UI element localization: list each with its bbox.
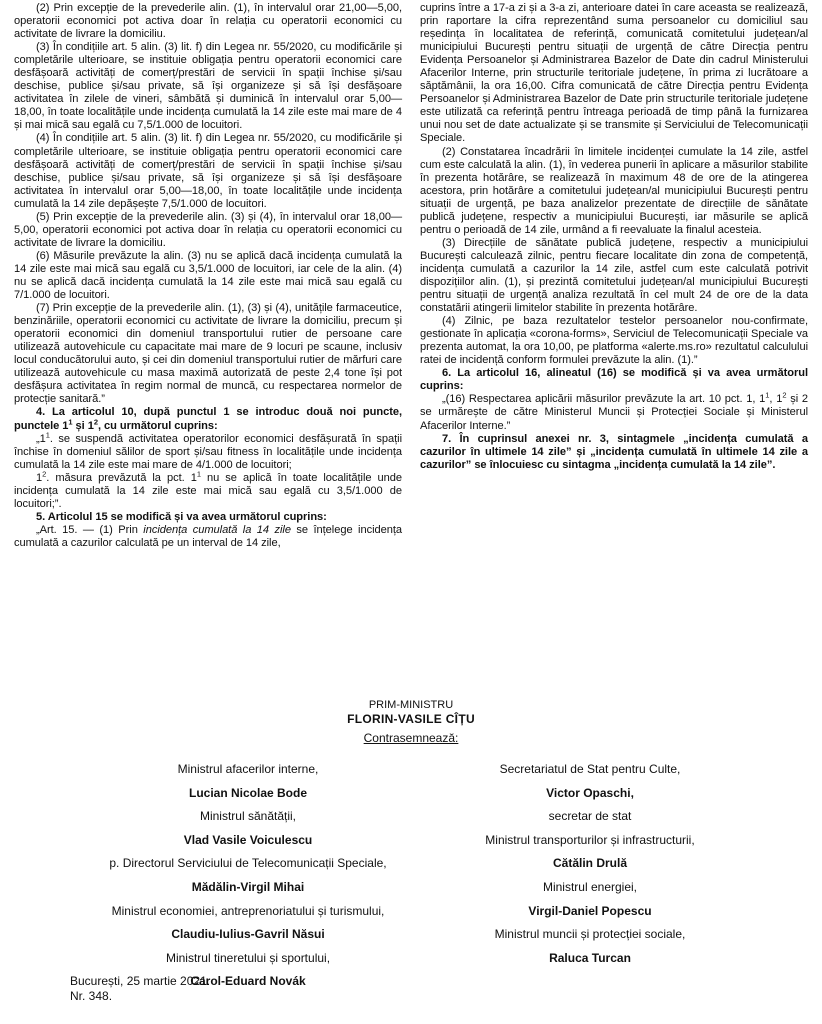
- paragraph: (2) Prin excepție de la prevederile alin. (1), în intervalul orar 21,00—5,00, operatorii economici pot activa doar în relația cu operatorii economici cu activitate de livrare la domiciliu.: [14, 2, 402, 41]
- signatory-role: p. Directorul Serviciului de Telecomunicații Speciale,: [109, 856, 387, 871]
- paragraph: (3) În condițiile art. 5 alin. (3) lit. f) din Legea nr. 55/2020, cu modificările și completările ulterioare, se instituie obligația pentru operatorii economici care desfășoară activități de comerț/prestări de servicii în spații închise și/sau deschise, publice și/sau private, să își organizeze și să își desfășoare activitatea în zilele de vineri, sâmbătă și duminică în intervalul orar 5,00—18,00, în toate localitățile unde incidența cumulată la 14 zile este mai mare de 4 și mai mică sau egală cu 7,5/1.000 de locuitori.: [14, 41, 402, 132]
- paragraph: (2) Constatarea încadrării în limitele incidenței cumulate la 14 zile, astfel cum este calculată la alin. (1), în vederea punerii în aplicare a măsurilor stabilite în prezenta hotărâre, se realizează în maximum 48 de ore de la atingerea acestora, prin hotărâre a comitetului județean/al municipiului București pentru situații de urgență, pe baza analizelor prezentate de direcțiile de sănătate publică județene, respectiv a municipiului București, iar măsurile se aplică pentru o perioadă de 14 zile, urmând a fi reevaluate la finalul acesteia.: [420, 145, 808, 236]
- point-4-item-2: $1^2$. măsura prevăzută la pct. $1^1$ nu se aplică în toate localitățile unde incidența cumulată la 14 zile este mai mică sau egală cu 3,5/1.000 de locuitori;”.: [14, 469, 402, 510]
- right-column: [420, 2, 808, 472]
- signatory-name: Carol-Eduard Novák: [190, 974, 306, 989]
- prime-minister-signature: [0, 699, 822, 746]
- signatory-name: Lucian Nicolae Bode: [188, 785, 308, 800]
- document-footer: [70, 974, 210, 1004]
- paragraph: (3) Direcțiile de sănătate publică județene, respectiv a municipiului București calculează zilnic, pentru fiecare localitate din zona de competență, incidența cumulată a cazurilor la 14 zile, astfel cum este calculată potrivit dispozițiilor alin. (1), și prezintă comitetului județean/al municipiului București pentru situații de urgență analiza rezultată în cel mult 24 de ore de la data constatării atingerii limitelor stabilite în prezenta hotărâre.: [420, 236, 808, 315]
- signatory-role: Ministrul tineretului și sportului,: [165, 950, 331, 965]
- signatory-role: Ministrul energiei,: [542, 879, 638, 894]
- signatory-name: Victor Opaschi,: [546, 785, 634, 800]
- paragraph: cuprins între a 17-a zi și a 3-a zi, anterioare datei în care aceasta se realizează, prin raportare la cifra reprezentând suma persoanelor cu domiciliul sau reședința în localitatea de referință, comunicată comitetului județean/al municipiului București pentru situații de urgență de către Direcția pentru Evidența Persoanelor și Administrarea Bazelor de Date din cadrul Ministerului Afacerilor Interne, prin structurile teritoriale județene, în prima zi lucrătoare a săptămânii, la ora 16,00. Cifra comunicată de către Direcția pentru Evidența Persoanelor și Administrarea Bazelor de Date prin structurile teritoriale județene este utilizată ca referință pentru întreaga perioadă de timp până la furnizarea unui nou set de date actualizate și se transmite și Serviciului de Telecomunicații Speciale.: [420, 2, 808, 145]
- signatory-role: secretar de stat: [548, 809, 632, 824]
- place-date: București, 25 martie 2021.: [70, 974, 211, 988]
- signatory-name: Raluca Turcan: [549, 950, 631, 965]
- signatory-role: Ministrul transporturilor și infrastructurii,: [485, 832, 695, 847]
- document-number: Nr. 348.: [70, 989, 113, 1003]
- signatory-role: Ministrul afacerilor interne,: [177, 762, 319, 776]
- prime-minister-role: PRIM-MINISTRU: [368, 699, 454, 711]
- prime-minister-name: FLORIN-VASILE CÎȚU: [347, 712, 475, 726]
- point-5-text: „Art. 15. — (1) Prin incidența cumulată la 14 zile se înțelege incidența cumulată a cazurilor calculată pe un interval de 14 zile,: [14, 523, 403, 549]
- signatory-name: Vlad Vasile Voiculescu: [183, 832, 313, 847]
- signatory-role: Secretariatul de Stat pentru Culte,: [499, 762, 681, 776]
- article-columns: [12, 2, 812, 692]
- signatory-role: Ministrul sănătății,: [199, 809, 297, 824]
- point-5-heading: 5. Articolul 15 se modifică și va avea următorul cuprins:: [36, 510, 327, 523]
- paragraph: (4) În condițiile art. 5 alin. (3) lit. f) din Legea nr. 55/2020, cu modificările și completările ulterioare, se instituie obligația pentru operatorii economici care desfășoară activități de comerț/prestări de servicii în spații închise și/sau deschise, publice și/sau private, să își organizeze și să își desfășoare activitatea în intervalul orar 5,00—18,00, în toate localitățile unde incidența cumulată la 14 zile depășește 7,5/1.000 de locuitori.: [14, 132, 402, 210]
- point-4-item-1: $„1^1$. se suspendă activitatea operatorilor economici desfășurată în spații închise în domeniul sălilor de sport și/sau fitness în localitățile unde incidența cumulată la 14 zile este mai mare de 4/1.000 de locuitori;: [14, 429, 402, 471]
- signatories-right: [400, 758, 780, 970]
- countersign-label: Contrasemnează:: [363, 731, 459, 745]
- point-6-text: „(16) Respectarea aplicării măsurilor prevăzute la art. 10 pct. 1, $1^1$, $1^2$ și 2 se urmărește de către Ministerul Muncii și Protecției Sociale și Ministerul Afacerilor Interne.”: [420, 390, 809, 432]
- paragraph: (4) Zilnic, pe baza rezultatelor testelor persoanelor nou-confirmate, gestionate în aplicația «corona-forms», Serviciul de Telecomunicații Speciale va prezenta automat, la ora 10,00, pe platforma «alerte.ms.ro» rezultatul calculului ratei de incidență conform formulei prevăzute la alin. (1).”: [420, 315, 808, 367]
- point-6-heading: 6. La articolul 16, alineatul (16) se modifică și va avea următorul cuprins:: [420, 367, 808, 393]
- signatory-name: Cătălin Drulă: [552, 856, 627, 871]
- signatory-role: Ministrul muncii și protecției sociale,: [494, 927, 686, 942]
- left-column: [14, 2, 402, 550]
- signatory-name: Mădălin-Virgil Mihai: [191, 879, 305, 894]
- signatory-role: Ministrul economiei, antreprenoriatului și turismului,: [111, 903, 385, 918]
- paragraph: (7) Prin excepție de la prevederile alin. (1), (3) și (4), unitățile farmaceutice, benzinăriile, operatorii economici cu activitate de livrare la domiciliu, precum și operatorii economici din domeniul transportului rutier de persoane care utilizează autovehicule cu capacitate mai mare de 9 locuri pe scaune, inclusiv locul conducătorului auto, și cei din domeniul transportului rutier de mărfuri care utilizează autovehicule cu masa maximă autorizată de peste 2,4 tone își pot desfășura activitatea în regim normal de muncă, cu respectarea normelor de protecție sanitară.”: [14, 302, 402, 406]
- signatory-name: Claudiu-Iulius-Gavril Năsui: [171, 927, 325, 942]
- paragraph: (5) Prin excepție de la prevederile alin. (3) și (4), în intervalul orar 18,00—5,00, operatorii economici pot activa doar în relația cu operatorii economici cu activitate de livrare la domiciliu.: [14, 210, 402, 249]
- signatory-name: Virgil-Daniel Popescu: [528, 903, 652, 918]
- paragraph: (6) Măsurile prevăzute la alin. (3) nu se aplică dacă incidența cumulată la 14 zile este mai mică sau egală cu 3,5/1.000 de locuitori, iar cele de la alin. (4) nu se aplică dacă incidența cumulată la 14 zile este mai mică sau egală cu 7/1.000 de locuitori.: [14, 249, 402, 302]
- point-7-heading: 7. În cuprinsul anexei nr. 3, sintagmele „incidența cumulată a cazurilor în ultimele 14 zile” și „incidența cumulată în ultimele 14 zile a cazurilor” se înlocuiesc cu sintagma „incidența cumulată la 14 zile”.: [420, 432, 808, 471]
- signatories-left: [58, 758, 438, 994]
- point-4-heading: 4. La articolul 10, după punctul 1 se introduc două noi puncte, punctele $1^1$ și $1^2$, cu următorul cuprins:: [14, 406, 402, 432]
